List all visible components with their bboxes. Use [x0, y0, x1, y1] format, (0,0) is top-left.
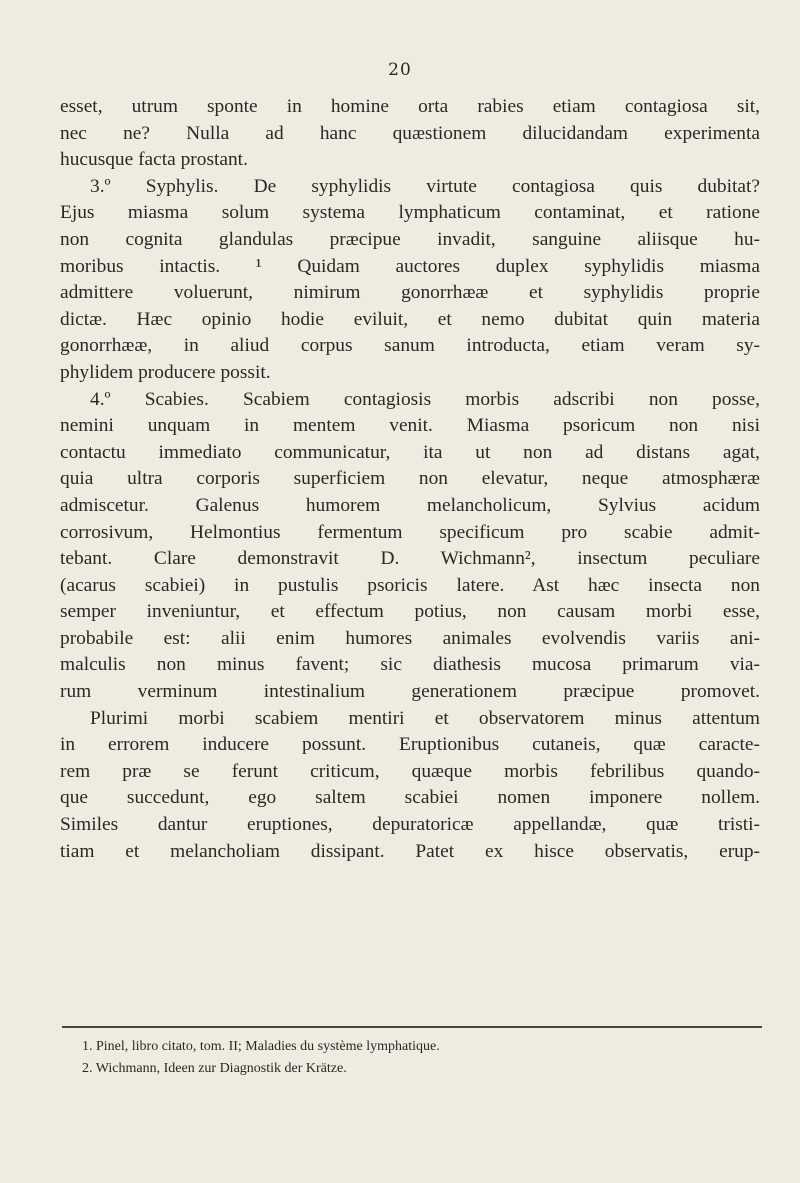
- text-line: (acarus scabiei) in pustulis psoricis latere. Ast hæc insecta non: [60, 574, 760, 596]
- text-line: Plurimi morbi scabiem mentiri et observatorem minus attentum: [90, 707, 760, 729]
- text-line: tiam et melancholiam dissipant. Patet ex hisce observatis, erup-: [60, 840, 760, 862]
- text-line: admiscetur. Galenus humorem melancholicum, Sylvius acidum: [60, 494, 760, 516]
- text-line: quia ultra corporis superficiem non elevatur, neque atmosphæræ: [60, 468, 760, 490]
- text-line: dictæ. Hæc opinio hodie eviluit, et nemo dubitat quin materia: [60, 308, 760, 330]
- text-line: nec ne? Nulla ad hanc quæstionem dilucidandam experimenta: [60, 122, 760, 144]
- text-line: phylidem producere possit.: [60, 361, 271, 383]
- text-line: tebant. Clare demonstravit D. Wichmann², insectum peculiare: [60, 548, 760, 570]
- text-line: contactu immediato communicatur, ita ut non ad distans agat,: [60, 441, 760, 463]
- text-line: malculis non minus favent; sic diathesis mucosa primarum via-: [60, 654, 760, 676]
- text-line: rum verminum intestinalium generationem præcipue promovet.: [60, 681, 760, 703]
- text-line: semper inveniuntur, et effectum potius, non causam morbi esse,: [60, 601, 760, 623]
- text-line: Ejus miasma solum systema lymphaticum contaminat, et ratione: [60, 202, 760, 224]
- text-line: non cognita glandulas præcipue invadit, sanguine aliisque hu-: [60, 228, 760, 250]
- text-line: hucusque facta prostant.: [60, 149, 248, 171]
- text-line: moribus intactis. ¹ Quidam auctores duplex syphylidis miasma: [60, 255, 760, 277]
- text-line: probabile est: alii enim humores animales evolvendis variis ani-: [60, 627, 760, 649]
- text-line: esset, utrum sponte in homine orta rabies etiam contagiosa sit,: [60, 96, 760, 117]
- footnotes: [62, 1036, 762, 1080]
- text-line: nemini unquam in mentem venit. Miasma psoricum non nisi: [60, 415, 760, 437]
- text-line: rem præ se ferunt criticum, quæque morbis febrilibus quando-: [60, 760, 760, 782]
- text-line: corrosivum, Helmontius fermentum specificum pro scabie admit-: [60, 521, 760, 543]
- text-line: 3.º Syphylis. De syphylidis virtute contagiosa quis dubitat?: [90, 175, 760, 197]
- text-line: que succedunt, ego saltem scabiei nomen imponere nollem.: [60, 787, 760, 809]
- text-line: gonorrhææ, in aliud corpus sanum introducta, etiam veram sy-: [60, 335, 760, 357]
- text-line: in errorem inducere possunt. Eruptionibus cutaneis, quæ caracte-: [60, 734, 760, 756]
- footnote: 1. Pinel, libro citato, tom. II; Maladies du système lymphatique.: [82, 1039, 440, 1054]
- text-line: admittere voluerunt, nimirum gonorrhææ et syphylidis proprie: [60, 282, 760, 304]
- body-text: [60, 94, 760, 865]
- footnote-divider: [62, 1026, 762, 1028]
- footnote: 2. Wichmann, Ideen zur Diagnostik der Krätze.: [82, 1061, 347, 1076]
- text-line: 4.º Scabies. Scabiem contagiosis morbis adscribi non posse,: [90, 388, 760, 410]
- page-number: 20: [388, 60, 412, 80]
- text-line: Similes dantur eruptiones, depuratoricæ appellandæ, quæ tristi-: [60, 814, 760, 836]
